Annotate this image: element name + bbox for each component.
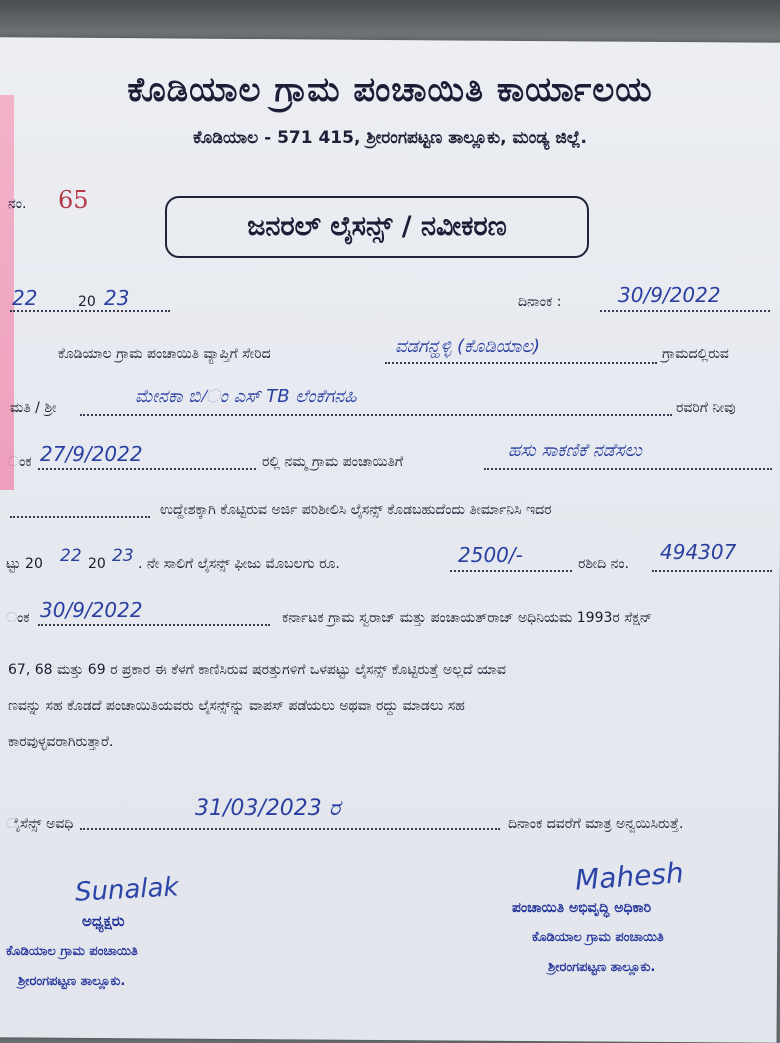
- right-taluk: ಶ್ರೀರಂಗಪಟ್ಟಣ ತಾಲ್ಲೂಕು.: [548, 960, 656, 975]
- line2-prefix: ಮತಿ / ಶ್ರೀ: [10, 400, 57, 416]
- license-heading: ಜನರಲ್ ಲೈಸನ್ಸ್ / ನವೀಕರಣ: [165, 196, 589, 258]
- right-signature: Mahesh: [573, 856, 685, 897]
- date-label: ದಿನಾಂಕ :: [518, 294, 562, 310]
- line3-date-dots: [38, 468, 256, 470]
- right-role: ಪಂಚಾಯಿತಿ ಅಭಿವೃದ್ಧಿ ಅಧಿಕಾರಿ: [512, 900, 652, 916]
- village-hw: ವಡಗನ್ಹಳ್ಳಿ (ಕೊಡಿಯಾಲ): [395, 336, 540, 357]
- left-office: ಕೊಡಿಯಾಲ ಗ್ರಾಮ ಪಂಚಾಯಿತಿ: [6, 944, 138, 959]
- line5-y2-hw: 23: [112, 546, 134, 566]
- line5-mid: 20: [88, 556, 106, 572]
- receipt-dots: [652, 570, 772, 572]
- line6-text: ಕರ್ನಾಟಕ ಗ್ರಾಮ ಸ್ವರಾಜ್ ಮತ್ತು ಪಂಚಾಯತ್‌ರಾಜ್ ಅಧಿನಿಯಮ 1993ರ ಸೆಕ್ಷನ್: [282, 610, 653, 626]
- line5-text: . ನೇ ಸಾಲಿಗೆ ಲೈಸನ್ಸ್ ಫೀಜು ಮೊಬಲಗು ರೂ.: [138, 556, 340, 572]
- validity-hw: 31/03/2023 ರ: [195, 796, 341, 821]
- year-hw: 22: [12, 286, 38, 310]
- year-dots: [10, 310, 170, 312]
- para-line2: ಣವನ್ನು ಸಹ ಕೊಡದೆ ಪಂಚಾಯಿತಿಯವರು ಲೈಸನ್ಸ್‌ನ್ನು ವಾಪಸ್ ಪಡೆಯಲು ಅಥವಾ ರದ್ದು ಮಾಡಲು ಸಹ: [8, 698, 465, 714]
- receipt-label: ರಶೀದಿ ನಂ.: [578, 556, 630, 572]
- amount-dots: [450, 570, 572, 572]
- line4-dots: [10, 516, 150, 518]
- line6-date-hw: 30/9/2022: [40, 598, 143, 622]
- line6-prefix: ಂಕ: [6, 610, 30, 626]
- validity-label: ೈಸೆನ್ಸ್ ಅವಧಿ: [6, 816, 74, 832]
- year-sep: 20: [78, 294, 96, 310]
- receipt-hw: 494307: [660, 540, 737, 564]
- purpose-dots: [484, 468, 772, 470]
- name-hw: ಮೇನಕಾ ಬಿ/ಂ ಎಸ್ TB ಲೆಂಕೆಗನಹಿ: [135, 386, 357, 407]
- line5-y1-hw: 22: [60, 546, 82, 566]
- line4-text: ಉದ್ದೇಶಕ್ಕಾಗಿ ಕೊಟ್ಟಿರುವ ಅರ್ಜಿ ಪರಿಶೀಲಿಸಿ ಲೈಸನ್ಸ್ ಕೊಡಬಹುದೆಂದು ತೀರ್ಮಾನಿಸಿ ಇದರ: [160, 502, 552, 518]
- office-address: ಕೊಡಿಯಾಲ - 571 415, ಶ್ರೀರಂಗಪಟ್ಟಣ ತಾಲ್ಲೂಕು, ಮಂಡ್ಯ ಜಿಲ್ಲೆ.: [193, 128, 587, 148]
- purpose-hw: ಹಸು ಸಾಕಣಿಕೆ ನಡೆಸಲು: [508, 440, 642, 461]
- number-value: 65: [58, 186, 89, 214]
- date-dots: [600, 310, 770, 312]
- left-role: ಅಧ್ಯಕ್ಷರು: [82, 912, 125, 930]
- line1-text: ಕೊಡಿಯಾಲ ಗ್ರಾಮ ಪಂಚಾಯಿತಿ ವ್ಯಾಪ್ತಿಗೆ ಸೇರಿದ: [58, 346, 271, 362]
- right-office: ಕೊಡಿಯಾಲ ಗ್ರಾಮ ಪಂಚಾಯಿತಿ: [532, 930, 664, 945]
- line6-date-dots: [38, 624, 270, 626]
- line1-suffix: ಗ್ರಾಮದಲ್ಲಿರುವ: [662, 346, 729, 362]
- office-title: ಕೊಡಿಯಾಲ ಗ್ರಾಮ ಪಂಚಾಯಿತಿ ಕಾರ್ಯಾಲಯ: [127, 70, 653, 110]
- line2-suffix: ರವರಿಗೆ ನೀವು: [676, 400, 736, 416]
- left-signature: Sunalak: [74, 872, 180, 908]
- line3-date-hw: 27/9/2022: [40, 442, 143, 466]
- date-hw: 30/9/2022: [618, 283, 721, 307]
- amount-hw: 2500/-: [458, 543, 523, 567]
- number-label: ನಂ.: [8, 196, 27, 212]
- para-line3: ಕಾರವುಳ್ಳವರಾಗಿರುತ್ತಾರೆ.: [8, 734, 114, 750]
- village-dots: [385, 362, 657, 364]
- validity-dots: [80, 828, 500, 830]
- validity-suffix: ದಿನಾಂಕ ದವರೆಗೆ ಮಾತ್ರ ಅನ್ವಯಿಸಿರುತ್ತೆ.: [508, 816, 684, 832]
- line3-text: ರಲ್ಲಿ ನಮ್ಮ ಗ್ರಾಮ ಪಂಚಾಯಿತಿಗೆ: [262, 454, 404, 470]
- left-taluk: ಶ್ರೀರಂಗಪಟ್ಟಣ ತಾಲ್ಲೂಕು.: [18, 974, 126, 989]
- line3-prefix: ಂಕ: [8, 454, 32, 470]
- name-dots: [80, 414, 672, 416]
- year2-hw: 23: [104, 286, 130, 310]
- line5-prefix: ಟ್ಟು 20: [6, 556, 43, 572]
- para-line1: 67, 68 ಮತ್ತು 69 ರ ಪ್ರಕಾರ ಈ ಕೆಳಗೆ ಕಾಣಿಸಿರುವ ಷರತ್ತುಗಳಿಗೆ ಒಳಪಟ್ಟು ಲೈಸನ್ಸ್ ಕೊಟ್ಟಿರುತ್ತೆ ಅಲ್ಲದೆ ಯಾವ: [8, 662, 506, 678]
